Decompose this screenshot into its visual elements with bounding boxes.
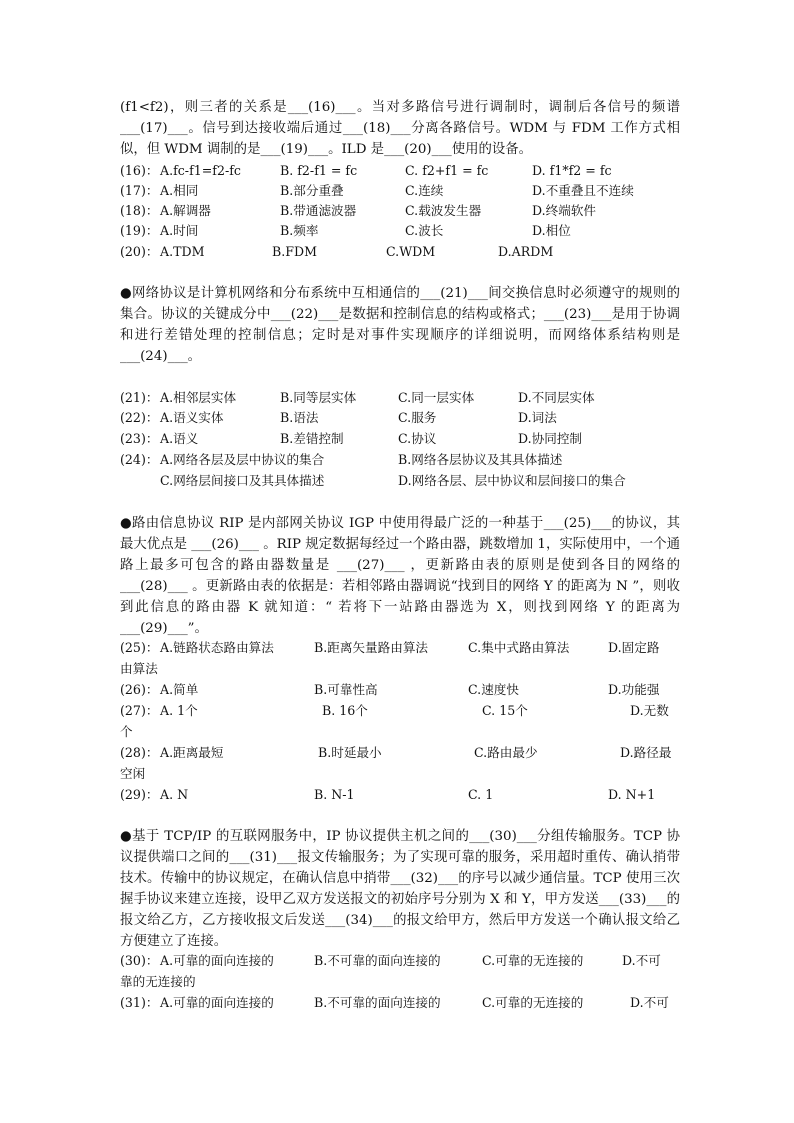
option-c: C.服务 (398, 410, 437, 425)
option-c: C. 1 (468, 787, 494, 802)
option-b: B.FDM (272, 244, 317, 259)
option-d: D.不重叠且不连续 (532, 183, 634, 198)
question-label: (25)： (120, 640, 159, 655)
paragraph-q30-34: ●基于 TCP/IP 的互联网服务中，IP 协议提供主机之间的___(30)___分组传输服务。TCP 协议提供端口之间的___(31)___报文传输服务；为了实现可靠的服务，采用超时重传、确认捎带技术。传输中的协议规定，在确认信息中捎带___(32)___的序号以减少通信量。TCP 使用三次握手协议来建立连接，设甲乙双方发送报文的初始序号分别为 X 和 Y，甲方发送___(33)___的报文给乙方，乙方接收报文后发送___(34)___的报文给甲方，然后甲方发送一个确认报文给乙方便建立了连接。 (120, 829, 680, 949)
option-a: A.相同 (160, 183, 199, 198)
option-d: D.ARDM (498, 244, 554, 259)
option-d: D.无数 (630, 703, 669, 718)
question-label: (18)： (120, 203, 159, 218)
question-label: (22)： (120, 410, 159, 425)
question-label: (23)： (120, 431, 159, 446)
question-label: (31)： (120, 995, 159, 1010)
option-c: C. f2+f1 = fc (405, 163, 489, 178)
option-d: D.固定路 (608, 640, 660, 655)
option-a: A.语义 (160, 431, 199, 446)
question-label: (19)： (120, 223, 159, 238)
option-b: B.不可靠的面向连接的 (314, 953, 441, 968)
option-d: D.相位 (532, 223, 571, 238)
option-c: C. 15个 (482, 703, 528, 718)
option-c: C.可靠的无连接的 (482, 953, 584, 968)
paragraph-q16-20: (f1<f2)，则三者的关系是___(16)___。当对多路信号进行调制时，调制后各信号的频谱___(17)___。信号到达接收端后通过___(18)___分离各路信号。WDM 与 FDM 工作方式相似，但 WDM 调制的是___(19)___。ILD 是___(20)___使用的设备。 (120, 100, 680, 157)
option-d: D. f1*f2 = fc (532, 163, 612, 178)
option-c: C.集中式路由算法 (468, 640, 570, 655)
paragraph-q21-24: ●网络协议是计算机网络和分布系统中互相通信的___(21)___间交换信息时必须遵守的规则的集合。协议的关键成分中___(22)___是数据和控制信息的结构或格式；___(23)___是用于协调和进行差错处理的控制信息；定时是对事件实现顺序的详细说明，而网络体系结构则是___(24)___。 (120, 286, 680, 364)
option-b: B. f2-f1 = fc (280, 163, 358, 178)
option-a: A.解调器 (160, 203, 211, 218)
option-b: B.网络各层协议及其具体描述 (398, 452, 563, 467)
option-a: A.TDM (160, 244, 205, 259)
option-d: D. N+1 (608, 787, 656, 802)
question-label: (17)： (120, 183, 159, 198)
option-a: A. N (160, 787, 189, 802)
question-label: (29)： (120, 787, 159, 802)
option-a: A.相邻层实体 (160, 390, 237, 405)
option-a: A.可靠的面向连接的 (160, 953, 274, 968)
option-d: D.不可 (630, 995, 669, 1010)
question-label: (30)： (120, 953, 159, 968)
paragraph-q25-29: ●路由信息协议 RIP 是内部网关协议 IGP 中使用得最广泛的一种基于___(25)___的协议，其最大优点是 ___(26)___ 。RIP 规定数据每经过一个路由器，跳数增加 1，实际使用中，一个通路上最多可包含的路由器数量是 ___(27)___ ，更新路由表的原则是使到各目的网络的 ___(28)___ 。更新路由表的依据是：若相邻路由器调说“找到目的网络 Y 的距离为 N ”，则收到此信息的路由器 K 就知道：“ 若将下一站路由器选为 X，则找到网络 Y 的距离为 ___(29)___”。 (120, 516, 680, 636)
option-d: D.路径最 (620, 745, 672, 760)
option-d: D.不同层实体 (518, 390, 595, 405)
option-c: C.网络层间接口及其具体描述 (160, 473, 325, 488)
option-b: B. 16个 (322, 703, 368, 718)
option-b: B.差错控制 (280, 431, 344, 446)
question-label: (21)： (120, 390, 159, 405)
option-b: B.不可靠的面向连接的 (314, 995, 441, 1010)
question-label: (20)： (120, 244, 159, 259)
option-c: C.速度快 (468, 682, 519, 697)
option-b: B.频率 (280, 223, 319, 238)
option-d-wrap: 由算法 (120, 661, 158, 676)
option-d: D.功能强 (608, 682, 660, 697)
option-a: A.时间 (160, 223, 199, 238)
option-c: C.同一层实体 (398, 390, 475, 405)
option-c: C.协议 (398, 431, 437, 446)
option-b: B.语法 (280, 410, 319, 425)
option-d: D.网络各层、层中协议和层间接口的集合 (398, 473, 626, 488)
option-a: A. 1个 (160, 703, 198, 718)
option-b: B.部分重叠 (280, 183, 344, 198)
option-c: C.路由最少 (474, 745, 538, 760)
option-b: B.时延最小 (318, 745, 382, 760)
option-c: C.可靠的无连接的 (482, 995, 584, 1010)
option-a: A.简单 (160, 682, 199, 697)
option-d-wrap: 个 (120, 724, 133, 739)
option-c: C.连续 (405, 183, 444, 198)
option-c: C.WDM (386, 244, 436, 259)
option-d-wrap: 空闲 (120, 766, 146, 781)
option-a: A.网络各层及层中协议的集合 (160, 452, 325, 467)
question-label: (16)： (120, 163, 159, 178)
option-d-wrap: 靠的无连接的 (120, 974, 196, 989)
option-a: A.可靠的面向连接的 (160, 995, 274, 1010)
question-label: (26)： (120, 682, 159, 697)
option-a: A.距离最短 (160, 745, 224, 760)
option-a: A.语义实体 (160, 410, 224, 425)
option-a: A.fc-f1=f2-fc (160, 163, 241, 178)
option-b: B.距离矢量路由算法 (314, 640, 429, 655)
option-c: C.波长 (405, 223, 444, 238)
option-d: D.终端软件 (532, 203, 597, 218)
option-b: B. N-1 (314, 787, 355, 802)
question-label: (24)： (120, 452, 159, 467)
option-d: D.协同控制 (518, 431, 583, 446)
question-label: (27)： (120, 703, 159, 718)
option-b: B.同等层实体 (280, 390, 357, 405)
option-b: B.可靠性高 (314, 682, 378, 697)
option-c: C.载波发生器 (405, 203, 482, 218)
option-d: D.词法 (518, 410, 557, 425)
option-d: D.不可 (622, 953, 661, 968)
option-b: B.带通滤波器 (280, 203, 357, 218)
option-a: A.链路状态路由算法 (160, 640, 274, 655)
question-label: (28)： (120, 745, 159, 760)
